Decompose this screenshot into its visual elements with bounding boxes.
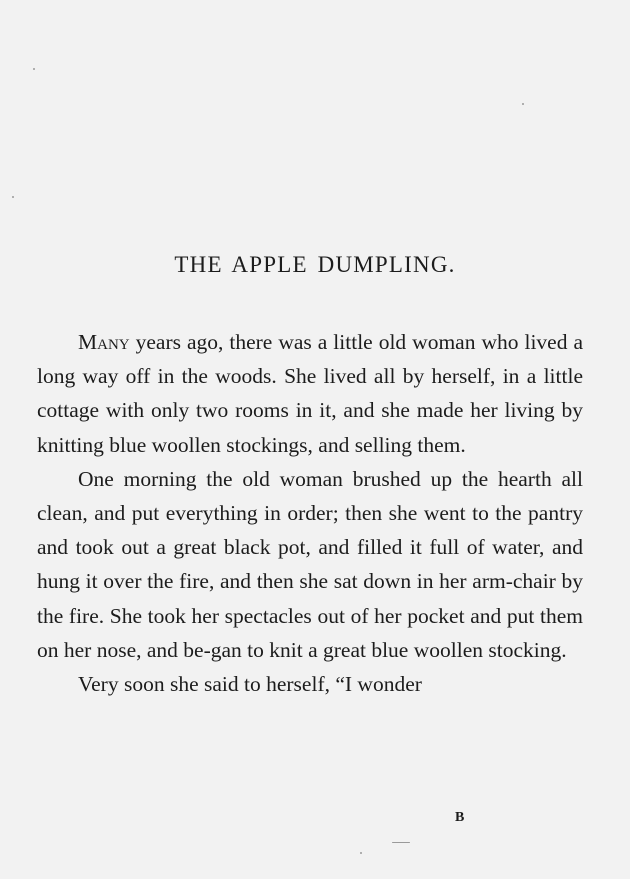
scan-speck (522, 103, 524, 105)
paragraph-lead-word: Many (78, 330, 130, 354)
chapter-title: THE APPLE DUMPLING. (174, 252, 456, 277)
scan-speck (360, 852, 362, 854)
scan-speck (392, 842, 410, 843)
signature-mark: B (455, 810, 465, 825)
paragraph-text: One morning the old woman brushed up the hearth all clean, and put everything in order; then she went to the pantry and took out a great black pot, and filled it full of water, and hung it over the fire, and then she sat down in her arm-chair by the fire. She took her spectacles out of her pocket and put them on her nose, and be-gan to knit a great blue woollen stocking. (37, 466, 583, 662)
paragraph-3 (37, 667, 583, 701)
paragraph-2 (37, 462, 583, 667)
scan-speck (12, 196, 14, 198)
paragraph-1 (37, 325, 583, 462)
body-text (37, 325, 583, 701)
scan-speck (33, 68, 35, 70)
paragraph-text: Very soon she said to herself, “I wonder (78, 672, 422, 697)
paragraph-text: years ago, there was a little old woman who lived a long way off in the woods. She lived all by herself, in a little cottage with only two rooms in it, and she made her living by knitting blue woollen stockings, and selling them. (37, 330, 583, 457)
